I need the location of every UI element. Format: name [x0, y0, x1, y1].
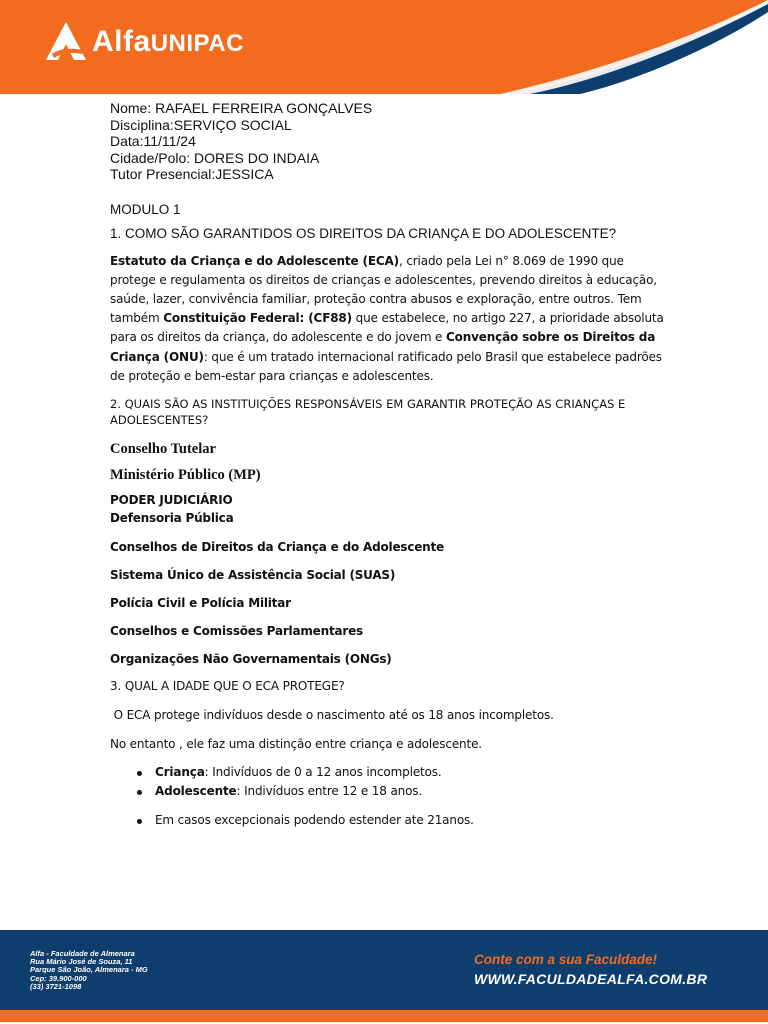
institution-conselhos-direitos: Conselhos de Direitos da Criança e do Adolescente [110, 539, 444, 554]
crianca-label: Criança [155, 764, 205, 779]
alfa-unipac-logo [44, 20, 244, 64]
onu-text: : que é um tratado internacional ratificado pelo Brasil que estabelece padrões de proteção e bem-estar para crianças e adolescentes. [110, 349, 662, 383]
institution-defensoria: Defensoria Pública [110, 510, 234, 525]
answer-3-line-2: No entanto , ele faz uma distinção entre criança e adolescente. [110, 736, 482, 751]
discipline: Disciplina:SERVIÇO SOCIAL [110, 116, 292, 133]
institution-suas: Sistema Único de Assistência Social (SUAS) [110, 567, 396, 582]
institution-conselhos-comissoes: Conselhos e Comissões Parlamentares [110, 623, 363, 638]
cf-term: Constituição Federal: (CF88) [163, 311, 352, 326]
list-item [110, 784, 670, 798]
address-line: Alfa - Faculdade de Almenara [30, 949, 135, 958]
tutor: Tutor Presencial:JESSICA [110, 166, 274, 182]
address-line: (33) 3721-1098 [30, 981, 82, 991]
question-3: 3. QUAL A IDADE QUE O ECA PROTEGE? [110, 678, 345, 693]
list-item [110, 765, 670, 779]
institution-conselho-tutelar: Conselho Tutelar [110, 440, 216, 457]
answer-3-line-1: O ECA protege indivíduos desde o nascimento até os 18 anos incompletos. [110, 707, 554, 722]
logo-wordmark [92, 25, 244, 59]
logo-brand-unipac: UNIPAC [150, 30, 244, 57]
list-item [110, 813, 670, 827]
bullet-icon [137, 771, 142, 776]
city-polo: Cidade/Polo: DORES DO INDAIA [110, 149, 320, 166]
onu-term: Convenção sobre os Direitos da Criança (ONU) [110, 330, 656, 364]
address-line: Rua Mário José de Souza, 11 [30, 957, 133, 967]
document-body [110, 100, 670, 827]
question-2: 2. QUAIS SÃO AS INSTITUIÇÕES RESPONSÁVEIS EM GARANTIR PROTEÇÃO AS CRIANÇAS E ADOLESCENTES? [110, 396, 626, 428]
adolescente-label: Adolescente [155, 783, 237, 798]
footer-address [30, 950, 148, 991]
address-line: Cep: 39.900-000 [30, 973, 87, 983]
alfa-logo-icon [44, 20, 88, 64]
date: Data:11/11/24 [110, 133, 196, 149]
eca-text: , criado pela Lei n° 8.069 de 1990 que protege e regulamenta os direitos de crianças e adolescentes, prevendo direitos à educação, saúde, lazer, convivência familiar, proteção contra abusos e exploração, entre outros. Tem também [110, 253, 657, 326]
footer-stripe [0, 1010, 768, 1022]
institution-poder-judiciario: PODER JUDICIÁRIO [110, 492, 233, 507]
footer-slogan: Conte com a sua Faculdade! [474, 952, 658, 967]
adolescente-text: : Indivíduos entre 12 e 18 anos. [236, 783, 423, 798]
eca-term: Estatuto da Criança e do Adolescente (ECA) [110, 253, 399, 268]
answer-1 [110, 252, 670, 386]
page-footer [0, 930, 768, 1024]
institution-ministerio-publico: Ministério Público (MP) [110, 466, 261, 483]
question-1: 1. COMO SÃO GARANTIDOS OS DIREITOS DA CRIANÇA E DO ADOLESCENTE? [110, 225, 617, 241]
module-title: MODULO 1 [110, 201, 181, 217]
logo-brand-alfa: Alfa [92, 25, 151, 58]
cf-text: que estabelece, no artigo 227, a prioridade absoluta para os direitos da criança, do adolescente e do jovem e [110, 311, 664, 345]
institution-ongs: Organizações Não Governamentais (ONGs) [110, 651, 392, 666]
institution-policia: Polícia Civil e Polícia Militar [110, 595, 291, 610]
address-line: Parque São João, Almenara - MG [30, 965, 148, 975]
student-name: Nome: RAFAEL FERREIRA GONÇALVES [110, 100, 373, 116]
bullet-icon [137, 819, 142, 824]
footer-website[interactable]: WWW.FACULDADEALFA.COM.BR [474, 971, 708, 987]
age-list [110, 765, 670, 827]
page-header [0, 0, 768, 95]
bullet-icon [137, 790, 142, 795]
excepcional-text: Em casos excepcionais podendo estender ate 21anos. [155, 812, 474, 827]
student-info [110, 100, 670, 183]
crianca-text: : Indivíduos de 0 a 12 anos incompletos. [204, 764, 442, 779]
